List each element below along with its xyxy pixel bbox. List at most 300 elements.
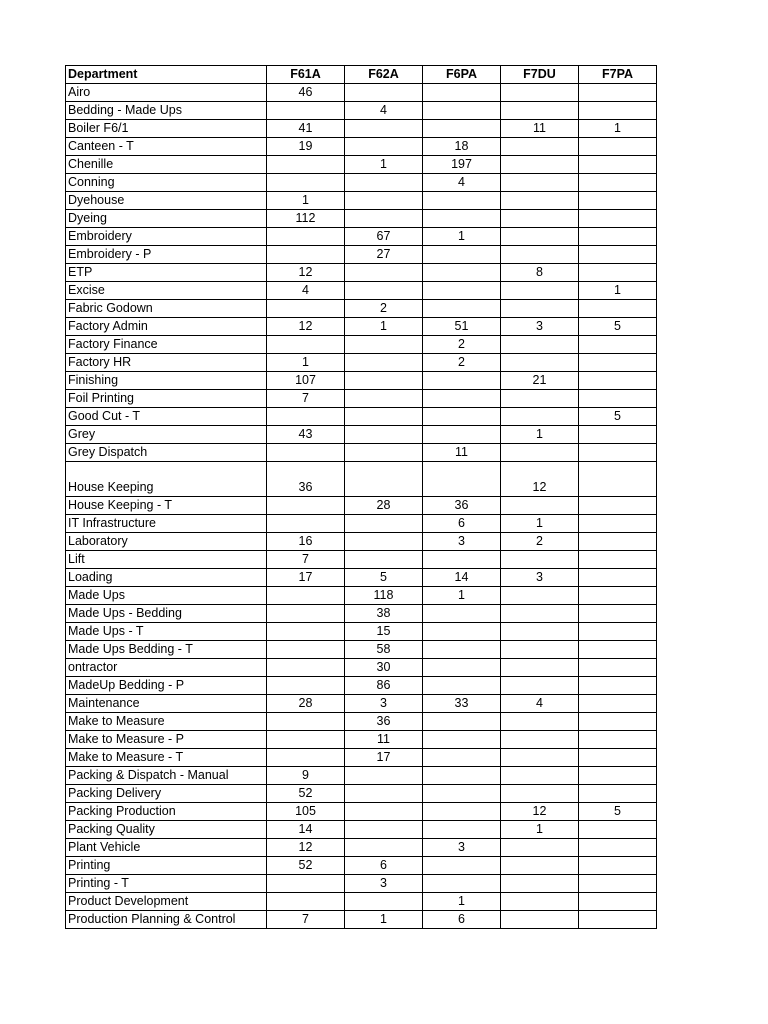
- f62a-cell: [345, 893, 423, 911]
- f7du-cell: [501, 623, 579, 641]
- f61a-cell: 52: [267, 785, 345, 803]
- table-row: [66, 228, 657, 246]
- f7du-cell: [501, 893, 579, 911]
- f62a-cell: 15: [345, 623, 423, 641]
- f7pa-cell: [579, 785, 657, 803]
- f62a-cell: [345, 444, 423, 462]
- f62a-cell: [345, 264, 423, 282]
- f62a-cell: [345, 839, 423, 857]
- header-f7du: F7DU: [501, 66, 579, 84]
- f7du-cell: [501, 174, 579, 192]
- f61a-cell: 16: [267, 533, 345, 551]
- f7du-cell: 3: [501, 569, 579, 587]
- f6pa-cell: [423, 785, 501, 803]
- f7du-cell: 3: [501, 318, 579, 336]
- department-cell: MadeUp Bedding - P: [66, 677, 267, 695]
- table-row: [66, 156, 657, 174]
- f61a-cell: [267, 336, 345, 354]
- f62a-cell: [345, 84, 423, 102]
- f62a-cell: [345, 192, 423, 210]
- f6pa-cell: 3: [423, 839, 501, 857]
- f7pa-cell: [579, 444, 657, 462]
- table-row: [66, 192, 657, 210]
- department-cell: Airo: [66, 84, 267, 102]
- f62a-cell: [345, 336, 423, 354]
- f62a-cell: 17: [345, 749, 423, 767]
- f7du-cell: [501, 911, 579, 929]
- table-row: [66, 174, 657, 192]
- department-cell: Lift: [66, 551, 267, 569]
- table-row: [66, 246, 657, 264]
- f7du-cell: 1: [501, 515, 579, 533]
- f7du-cell: [501, 444, 579, 462]
- f7pa-cell: [579, 695, 657, 713]
- table-row: [66, 659, 657, 677]
- f61a-cell: 14: [267, 821, 345, 839]
- f62a-cell: 58: [345, 641, 423, 659]
- f6pa-cell: 33: [423, 695, 501, 713]
- department-cell: Plant Vehicle: [66, 839, 267, 857]
- f62a-cell: 11: [345, 731, 423, 749]
- f6pa-cell: [423, 390, 501, 408]
- f7du-cell: [501, 300, 579, 318]
- f62a-cell: [345, 803, 423, 821]
- f6pa-cell: [423, 605, 501, 623]
- department-cell: Bedding - Made Ups: [66, 102, 267, 120]
- f7pa-cell: 5: [579, 408, 657, 426]
- department-cell: House Keeping - T: [66, 497, 267, 515]
- f7pa-cell: [579, 84, 657, 102]
- f62a-cell: 6: [345, 857, 423, 875]
- f7du-cell: [501, 210, 579, 228]
- f61a-cell: [267, 300, 345, 318]
- header-f7pa: F7PA: [579, 66, 657, 84]
- table-row: [66, 533, 657, 551]
- f6pa-cell: 18: [423, 138, 501, 156]
- f62a-cell: [345, 390, 423, 408]
- department-cell: Product Development: [66, 893, 267, 911]
- f62a-cell: [345, 785, 423, 803]
- f61a-cell: [267, 444, 345, 462]
- f61a-cell: 9: [267, 767, 345, 785]
- f7pa-cell: [579, 533, 657, 551]
- f7du-cell: [501, 192, 579, 210]
- f61a-cell: 52: [267, 857, 345, 875]
- f7du-cell: [501, 767, 579, 785]
- f7du-cell: [501, 785, 579, 803]
- table-row: [66, 138, 657, 156]
- f62a-cell: 1: [345, 318, 423, 336]
- table-row: [66, 605, 657, 623]
- header-department: Department: [66, 66, 267, 84]
- f7du-cell: [501, 749, 579, 767]
- f61a-cell: 12: [267, 839, 345, 857]
- f61a-cell: [267, 749, 345, 767]
- f62a-cell: [345, 372, 423, 390]
- department-cell: Printing - T: [66, 875, 267, 893]
- f61a-cell: [267, 605, 345, 623]
- table-row: [66, 623, 657, 641]
- f7du-cell: 4: [501, 695, 579, 713]
- f6pa-cell: 4: [423, 174, 501, 192]
- f62a-cell: 3: [345, 875, 423, 893]
- table-row: [66, 408, 657, 426]
- f61a-cell: [267, 174, 345, 192]
- table-row: [66, 767, 657, 785]
- f61a-cell: [267, 102, 345, 120]
- f7pa-cell: [579, 336, 657, 354]
- department-cell: Finishing: [66, 372, 267, 390]
- f62a-cell: 5: [345, 569, 423, 587]
- department-cell: Canteen - T: [66, 138, 267, 156]
- table-row: [66, 354, 657, 372]
- f62a-cell: 118: [345, 587, 423, 605]
- table-row: [66, 587, 657, 605]
- f62a-cell: [345, 354, 423, 372]
- department-cell: Factory Finance: [66, 336, 267, 354]
- f62a-cell: [345, 138, 423, 156]
- department-cell: Printing: [66, 857, 267, 875]
- f62a-cell: [345, 515, 423, 533]
- f62a-cell: 1: [345, 911, 423, 929]
- table-row: [66, 282, 657, 300]
- f6pa-cell: [423, 875, 501, 893]
- department-cell: Production Planning & Control: [66, 911, 267, 929]
- table-row: [66, 372, 657, 390]
- department-cell: Boiler F6/1: [66, 120, 267, 138]
- f7pa-cell: 5: [579, 318, 657, 336]
- department-cell: Grey: [66, 426, 267, 444]
- table-row: [66, 893, 657, 911]
- f62a-cell: 38: [345, 605, 423, 623]
- table-row: [66, 731, 657, 749]
- f6pa-cell: 3: [423, 533, 501, 551]
- f61a-cell: [267, 623, 345, 641]
- f6pa-cell: 2: [423, 354, 501, 372]
- f61a-cell: 12: [267, 264, 345, 282]
- f62a-cell: 1: [345, 156, 423, 174]
- f61a-cell: 1: [267, 354, 345, 372]
- f61a-cell: 7: [267, 390, 345, 408]
- f6pa-cell: [423, 677, 501, 695]
- f62a-cell: 27: [345, 246, 423, 264]
- f6pa-cell: [423, 210, 501, 228]
- f6pa-cell: [423, 803, 501, 821]
- table-row: [66, 641, 657, 659]
- f61a-cell: [267, 587, 345, 605]
- department-cell: Made Ups - T: [66, 623, 267, 641]
- f61a-cell: [267, 156, 345, 174]
- department-cell: Packing & Dispatch - Manual: [66, 767, 267, 785]
- f7du-cell: [501, 875, 579, 893]
- f6pa-cell: 14: [423, 569, 501, 587]
- f62a-cell: [345, 282, 423, 300]
- f7pa-cell: [579, 713, 657, 731]
- department-cell: Grey Dispatch: [66, 444, 267, 462]
- f61a-cell: [267, 515, 345, 533]
- table-row: [66, 264, 657, 282]
- table-row: [66, 875, 657, 893]
- f62a-cell: 2: [345, 300, 423, 318]
- department-cell: Dyehouse: [66, 192, 267, 210]
- table-row: [66, 551, 657, 569]
- f6pa-cell: [423, 426, 501, 444]
- department-count-table: [65, 65, 657, 929]
- f7pa-cell: [579, 264, 657, 282]
- f7pa-cell: [579, 102, 657, 120]
- table-row: [66, 839, 657, 857]
- f7pa-cell: 5: [579, 803, 657, 821]
- f7pa-cell: [579, 174, 657, 192]
- f6pa-cell: [423, 408, 501, 426]
- f7du-cell: [501, 138, 579, 156]
- f7du-cell: 2: [501, 533, 579, 551]
- f6pa-cell: [423, 551, 501, 569]
- f61a-cell: 12: [267, 318, 345, 336]
- f7pa-cell: [579, 731, 657, 749]
- f7pa-cell: [579, 138, 657, 156]
- f62a-cell: 28: [345, 497, 423, 515]
- f7pa-cell: [579, 605, 657, 623]
- f61a-cell: 4: [267, 282, 345, 300]
- table-row: [66, 857, 657, 875]
- table-row: [66, 336, 657, 354]
- f7du-cell: [501, 336, 579, 354]
- table-row: [66, 444, 657, 462]
- f61a-cell: [267, 246, 345, 264]
- f61a-cell: 43: [267, 426, 345, 444]
- header-f61a: F61A: [267, 66, 345, 84]
- f7du-cell: [501, 390, 579, 408]
- f62a-cell: [345, 426, 423, 444]
- f7du-cell: [501, 713, 579, 731]
- department-cell: Make to Measure - T: [66, 749, 267, 767]
- f7pa-cell: [579, 300, 657, 318]
- f7du-cell: [501, 102, 579, 120]
- f62a-cell: 3: [345, 695, 423, 713]
- f7du-cell: [501, 857, 579, 875]
- header-f62a: F62A: [345, 66, 423, 84]
- department-cell: Embroidery - P: [66, 246, 267, 264]
- f61a-cell: 41: [267, 120, 345, 138]
- f7pa-cell: [579, 839, 657, 857]
- table-row: [66, 497, 657, 515]
- f61a-cell: [267, 731, 345, 749]
- table-row: [66, 695, 657, 713]
- f61a-cell: [267, 677, 345, 695]
- f7du-cell: [501, 659, 579, 677]
- f7pa-cell: [579, 857, 657, 875]
- table-row: [66, 120, 657, 138]
- header-f6pa: F6PA: [423, 66, 501, 84]
- table-body: [66, 84, 657, 929]
- f6pa-cell: 2: [423, 336, 501, 354]
- department-cell: Dyeing: [66, 210, 267, 228]
- f61a-cell: 112: [267, 210, 345, 228]
- f7du-cell: [501, 282, 579, 300]
- table-row: [66, 515, 657, 533]
- f7pa-cell: [579, 569, 657, 587]
- f6pa-cell: 1: [423, 228, 501, 246]
- f7pa-cell: [579, 587, 657, 605]
- f6pa-cell: 1: [423, 587, 501, 605]
- department-cell: Packing Quality: [66, 821, 267, 839]
- table-row: [66, 426, 657, 444]
- f7du-cell: [501, 354, 579, 372]
- table-row: [66, 749, 657, 767]
- table-row: [66, 84, 657, 102]
- table-row: [66, 821, 657, 839]
- department-cell: Foil Printing: [66, 390, 267, 408]
- f61a-cell: [267, 713, 345, 731]
- department-cell: Loading: [66, 569, 267, 587]
- f62a-cell: 36: [345, 713, 423, 731]
- f7pa-cell: [579, 192, 657, 210]
- f62a-cell: [345, 821, 423, 839]
- f7du-cell: 11: [501, 120, 579, 138]
- department-cell: Made Ups: [66, 587, 267, 605]
- f6pa-cell: [423, 767, 501, 785]
- f62a-cell: [345, 408, 423, 426]
- f7du-cell: [501, 408, 579, 426]
- f7pa-cell: [579, 515, 657, 533]
- department-cell: Good Cut - T: [66, 408, 267, 426]
- f6pa-cell: [423, 821, 501, 839]
- f61a-cell: 7: [267, 551, 345, 569]
- f6pa-cell: [423, 731, 501, 749]
- f62a-cell: 30: [345, 659, 423, 677]
- f6pa-cell: [423, 102, 501, 120]
- department-cell: Embroidery: [66, 228, 267, 246]
- department-cell: ETP: [66, 264, 267, 282]
- f7du-cell: [501, 677, 579, 695]
- f6pa-cell: 6: [423, 911, 501, 929]
- department-cell: Chenille: [66, 156, 267, 174]
- f7du-cell: 8: [501, 264, 579, 282]
- f6pa-cell: [423, 462, 501, 497]
- f7du-cell: 12: [501, 803, 579, 821]
- f6pa-cell: [423, 300, 501, 318]
- f62a-cell: 67: [345, 228, 423, 246]
- department-cell: Packing Delivery: [66, 785, 267, 803]
- f61a-cell: 105: [267, 803, 345, 821]
- f61a-cell: 107: [267, 372, 345, 390]
- f7pa-cell: [579, 354, 657, 372]
- department-cell: Factory HR: [66, 354, 267, 372]
- f6pa-cell: [423, 264, 501, 282]
- table-row: [66, 803, 657, 821]
- f7du-cell: [501, 228, 579, 246]
- f6pa-cell: [423, 857, 501, 875]
- f7du-cell: 21: [501, 372, 579, 390]
- f61a-cell: 1: [267, 192, 345, 210]
- f61a-cell: [267, 641, 345, 659]
- f6pa-cell: [423, 659, 501, 677]
- f7pa-cell: [579, 767, 657, 785]
- f6pa-cell: 1: [423, 893, 501, 911]
- f7pa-cell: [579, 372, 657, 390]
- department-cell: Laboratory: [66, 533, 267, 551]
- f6pa-cell: [423, 641, 501, 659]
- f7pa-cell: 1: [579, 282, 657, 300]
- f6pa-cell: [423, 84, 501, 102]
- f7pa-cell: [579, 623, 657, 641]
- f6pa-cell: [423, 246, 501, 264]
- f6pa-cell: [423, 372, 501, 390]
- f7pa-cell: [579, 156, 657, 174]
- f6pa-cell: [423, 749, 501, 767]
- f7pa-cell: [579, 462, 657, 497]
- f6pa-cell: [423, 120, 501, 138]
- f62a-cell: [345, 551, 423, 569]
- f6pa-cell: 11: [423, 444, 501, 462]
- f61a-cell: [267, 659, 345, 677]
- f62a-cell: 4: [345, 102, 423, 120]
- f62a-cell: [345, 767, 423, 785]
- f7du-cell: 1: [501, 821, 579, 839]
- department-cell: Packing Production: [66, 803, 267, 821]
- table-row: [66, 300, 657, 318]
- f7du-cell: [501, 731, 579, 749]
- f7du-cell: 1: [501, 426, 579, 444]
- department-cell: Made Ups Bedding - T: [66, 641, 267, 659]
- f7pa-cell: [579, 875, 657, 893]
- department-cell: Make to Measure - P: [66, 731, 267, 749]
- table-row: [66, 102, 657, 120]
- f61a-cell: [267, 875, 345, 893]
- f61a-cell: [267, 497, 345, 515]
- department-cell: IT Infrastructure: [66, 515, 267, 533]
- f7du-cell: [501, 84, 579, 102]
- department-cell: Maintenance: [66, 695, 267, 713]
- f62a-cell: [345, 533, 423, 551]
- f7pa-cell: [579, 390, 657, 408]
- f61a-cell: 36: [267, 462, 345, 497]
- department-cell: Factory Admin: [66, 318, 267, 336]
- f7pa-cell: [579, 893, 657, 911]
- f7du-cell: [501, 587, 579, 605]
- f7du-cell: [501, 605, 579, 623]
- table-row: [66, 911, 657, 929]
- f7du-cell: [501, 497, 579, 515]
- f61a-cell: 17: [267, 569, 345, 587]
- header-row: [66, 66, 657, 84]
- f7pa-cell: [579, 911, 657, 929]
- f6pa-cell: [423, 713, 501, 731]
- f7pa-cell: [579, 551, 657, 569]
- department-cell: Excise: [66, 282, 267, 300]
- f62a-cell: [345, 462, 423, 497]
- f7pa-cell: [579, 821, 657, 839]
- f7pa-cell: [579, 228, 657, 246]
- f61a-cell: 7: [267, 911, 345, 929]
- f7pa-cell: [579, 426, 657, 444]
- f61a-cell: 28: [267, 695, 345, 713]
- f62a-cell: [345, 120, 423, 138]
- f6pa-cell: 51: [423, 318, 501, 336]
- f7pa-cell: 1: [579, 120, 657, 138]
- table-row: [66, 569, 657, 587]
- department-cell: Conning: [66, 174, 267, 192]
- f7du-cell: [501, 246, 579, 264]
- f7du-cell: [501, 551, 579, 569]
- f62a-cell: [345, 174, 423, 192]
- f6pa-cell: [423, 282, 501, 300]
- table-row: [66, 462, 657, 497]
- department-cell: Made Ups - Bedding: [66, 605, 267, 623]
- f61a-cell: 46: [267, 84, 345, 102]
- f7pa-cell: [579, 497, 657, 515]
